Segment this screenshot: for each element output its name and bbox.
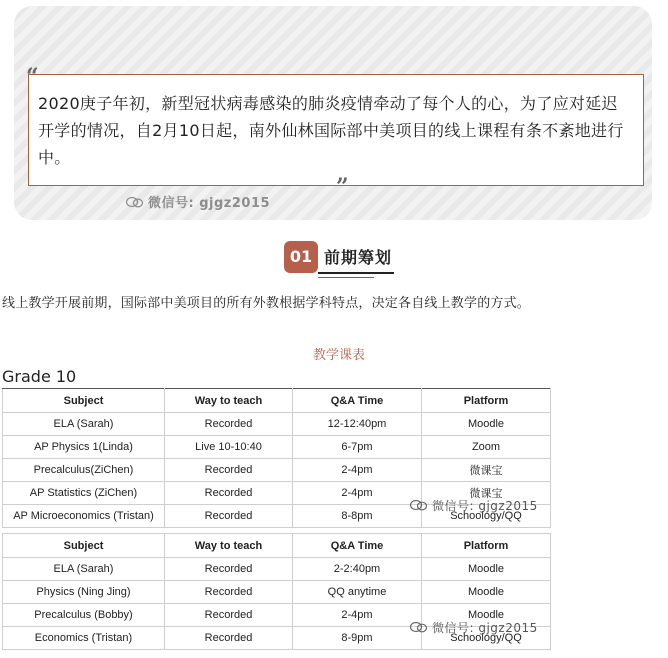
cell-qa: 2-2:40pm [293, 558, 422, 581]
table-row [3, 558, 551, 581]
cell-qa: QQ anytime [293, 581, 422, 604]
table-row [3, 459, 551, 482]
cell-platform: Schoology/QQ [422, 505, 551, 528]
watermark-text: 微信号: gjgz2015 [432, 621, 538, 635]
cell-way: Recorded [165, 627, 293, 650]
cell-subject: Precalculus (Bobby) [3, 604, 165, 627]
quote-text: 2020庚子年初，新型冠状病毒感染的肺炎疫情牵动了每个人的心，为了应对延迟开学的情况，自2月10日起，南外仙林国际部中美项目的线上课程有条不紊地进行中。 [38, 94, 624, 167]
cell-qa: 8-9pm [293, 627, 422, 650]
table-row [3, 413, 551, 436]
watermark-overlay [410, 619, 538, 636]
cell-subject: Economics (Tristan) [3, 627, 165, 650]
schedule-title: 教学课表 [312, 348, 365, 363]
close-quote-icon: ” [336, 174, 349, 200]
cell-way: Recorded [165, 581, 293, 604]
section-number: 01 [284, 241, 318, 273]
header-subject: Subject [3, 389, 165, 413]
cell-platform: Moodle [422, 413, 551, 436]
header-qa-time: Q&A Time [293, 389, 422, 413]
watermark-text: 微信号: gjgz2015 [432, 499, 538, 513]
cell-subject: Physics (Ning Jing) [3, 581, 165, 604]
wechat-icon [410, 499, 428, 511]
cell-qa: 2-4pm [293, 482, 422, 505]
cell-qa: 8-8pm [293, 505, 422, 528]
wechat-icon [126, 196, 144, 208]
table-header-row [3, 389, 551, 413]
cell-qa: 2-4pm [293, 604, 422, 627]
cell-way: Recorded [165, 604, 293, 627]
cell-way: Recorded [165, 459, 293, 482]
cell-qa: 2-4pm [293, 459, 422, 482]
table-header-row [3, 534, 551, 558]
cell-qa: 12-12:40pm [293, 413, 422, 436]
header-way-to-teach: Way to teach [165, 389, 293, 413]
intro-paragraph: 线上教学开展前期，国际部中美项目的所有外教根据学科特点，决定各自线上教学的方式。 [2, 296, 531, 311]
cell-platform: Moodle [422, 604, 551, 627]
grade-label: Grade 10 [2, 367, 77, 386]
open-quote-icon: “ [26, 64, 39, 90]
cell-subject: Precalculus(ZiChen) [3, 459, 165, 482]
cell-subject: AP Statistics (ZiChen) [3, 482, 165, 505]
watermark-overlay [410, 497, 538, 514]
cell-qa: 6-7pm [293, 436, 422, 459]
header-qa-time: Q&A Time [293, 534, 422, 558]
cell-way: Recorded [165, 413, 293, 436]
watermark [126, 192, 270, 211]
cell-way: Live 10-10:40 [165, 436, 293, 459]
cell-platform: Moodle [422, 581, 551, 604]
cell-platform: Zoom [422, 436, 551, 459]
header-platform: Platform [422, 534, 551, 558]
header-subject: Subject [3, 534, 165, 558]
cell-platform: Moodle [422, 558, 551, 581]
watermark-text: 微信号: gjgz2015 [148, 196, 271, 211]
cell-subject: AP Microeconomics (Tristan) [3, 505, 165, 528]
cell-platform: Schoology/QQ [422, 627, 551, 650]
section-underline-thin [318, 277, 374, 278]
table-row [3, 436, 551, 459]
cell-subject: AP Physics 1(Linda) [3, 436, 165, 459]
cell-subject: ELA (Sarah) [3, 558, 165, 581]
section-title: 前期筹划 [324, 248, 393, 267]
cell-platform: 微课宝 [422, 482, 551, 505]
header-way-to-teach: Way to teach [165, 534, 293, 558]
section-underline [318, 272, 394, 274]
table-row [3, 581, 551, 604]
cell-platform: 微课宝 [422, 459, 551, 482]
cell-way: Recorded [165, 505, 293, 528]
wechat-icon [410, 621, 428, 633]
cell-way: Recorded [165, 558, 293, 581]
cell-way: Recorded [165, 482, 293, 505]
cell-subject: ELA (Sarah) [3, 413, 165, 436]
header-platform: Platform [422, 389, 551, 413]
